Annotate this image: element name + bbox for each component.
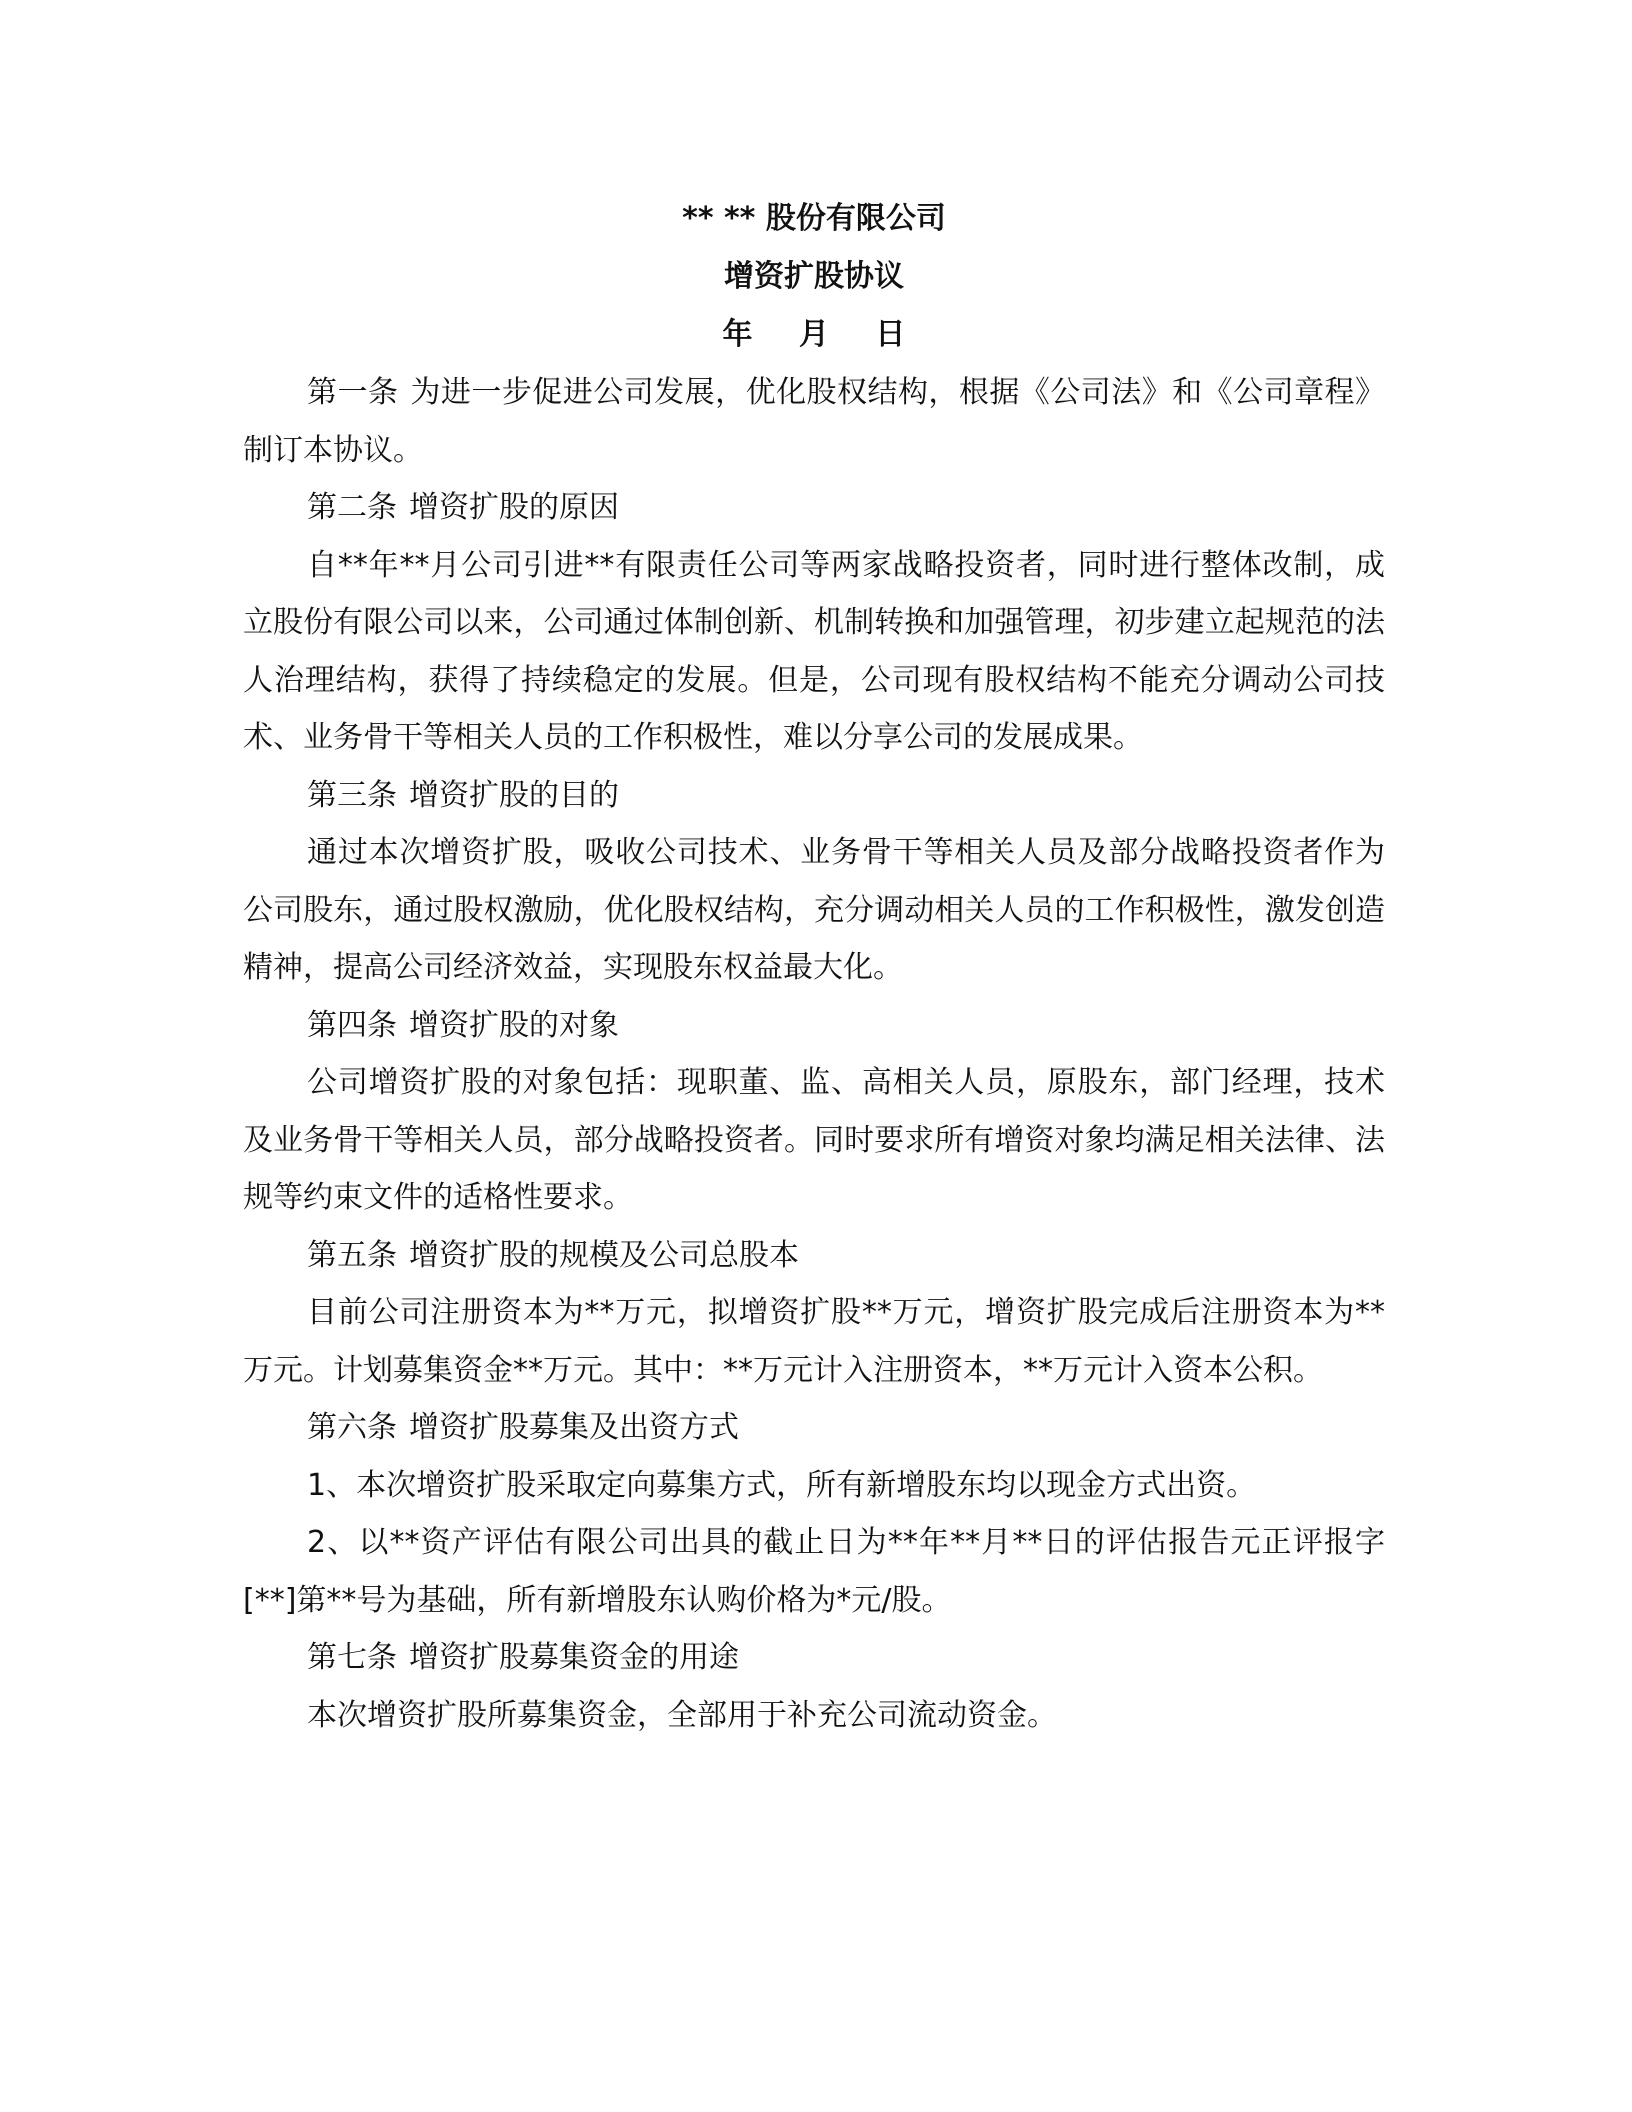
agreement-title: 增资扩股协议 <box>724 259 904 294</box>
article-5-paragraph: 目前公司注册资本为**万元，拟增资扩股**万元，增资扩股完成后注册资本为**万元。计划募集资金**万元。其中：**万元计入注册资本，**万元计入资本公积。 <box>243 1295 1385 1388</box>
article-7-paragraph: 本次增资扩股所募集资金，全部用于补充公司流动资金。 <box>307 1697 1057 1733</box>
article-2-heading <box>243 479 1385 537</box>
article-3-label: 第三条 <box>307 777 397 813</box>
article-6-heading <box>243 1399 1385 1457</box>
article-1 <box>243 364 1385 479</box>
article-3-paragraph: 通过本次增资扩股，吸收公司技术、业务骨干等相关人员及部分战略投资者作为公司股东，通过股权激励，优化股权结构，充分调动相关人员的工作积极性，激发创造精神，提高公司经济效益，实现股东权益最大化。 <box>243 835 1385 985</box>
article-7-title: 增资扩股募集资金的用途 <box>409 1640 739 1675</box>
article-1-text: 为进一步促进公司发展，优化股权结构，根据《公司法》和《公司章程》制订本协议。 <box>243 375 1386 468</box>
article-7-heading <box>243 1629 1385 1687</box>
article-6-label: 第六条 <box>307 1410 397 1445</box>
article-5-label: 第五条 <box>307 1237 397 1273</box>
document-page <box>243 190 1385 1744</box>
article-1-label: 第一条 <box>307 375 399 410</box>
article-7-label: 第七条 <box>307 1640 397 1675</box>
article-4-paragraph: 公司增资扩股的对象包括：现职董、监、高相关人员，原股东，部门经理，技术及业务骨干等相关人员，部分战略投资者。同时要求所有增资对象均满足相关法律、法规等约束文件的适格性要求。 <box>243 1065 1385 1215</box>
article-4-title: 增资扩股的对象 <box>409 1007 619 1043</box>
article-4-heading <box>243 997 1385 1055</box>
date-line: 年 月 日 <box>722 317 924 352</box>
article-5-title: 增资扩股的规模及公司总股本 <box>409 1237 799 1273</box>
article-2-label: 第二条 <box>307 490 397 525</box>
article-6-title: 增资扩股募集及出资方式 <box>409 1410 739 1445</box>
article-4-label: 第四条 <box>307 1007 397 1043</box>
company-title: ** ** 股份有限公司 <box>682 201 946 236</box>
article-6-paragraph-1: 1、本次增资扩股采取定向募集方式，所有新增股东均以现金方式出资。 <box>307 1467 1257 1503</box>
article-5-heading <box>243 1227 1385 1285</box>
article-3-heading <box>243 767 1385 825</box>
article-2-title: 增资扩股的原因 <box>409 490 619 525</box>
article-3-title: 增资扩股的目的 <box>409 777 619 813</box>
article-2-paragraph: 自**年**月公司引进**有限责任公司等两家战略投资者，同时进行整体改制，成立股份有限公司以来，公司通过体制创新、机制转换和加强管理，初步建立起规范的法人治理结构，获得了持续稳定的发展。但是，公司现有股权结构不能充分调动公司技术、业务骨干等相关人员的工作积极性，难以分享公司的发展成果。 <box>243 547 1385 755</box>
article-6-paragraph-2: 2、以**资产评估有限公司出具的截止日为**年**月**日的评估报告元正评报字[**]第**号为基础，所有新增股东认购价格为*元/股。 <box>243 1525 1385 1618</box>
